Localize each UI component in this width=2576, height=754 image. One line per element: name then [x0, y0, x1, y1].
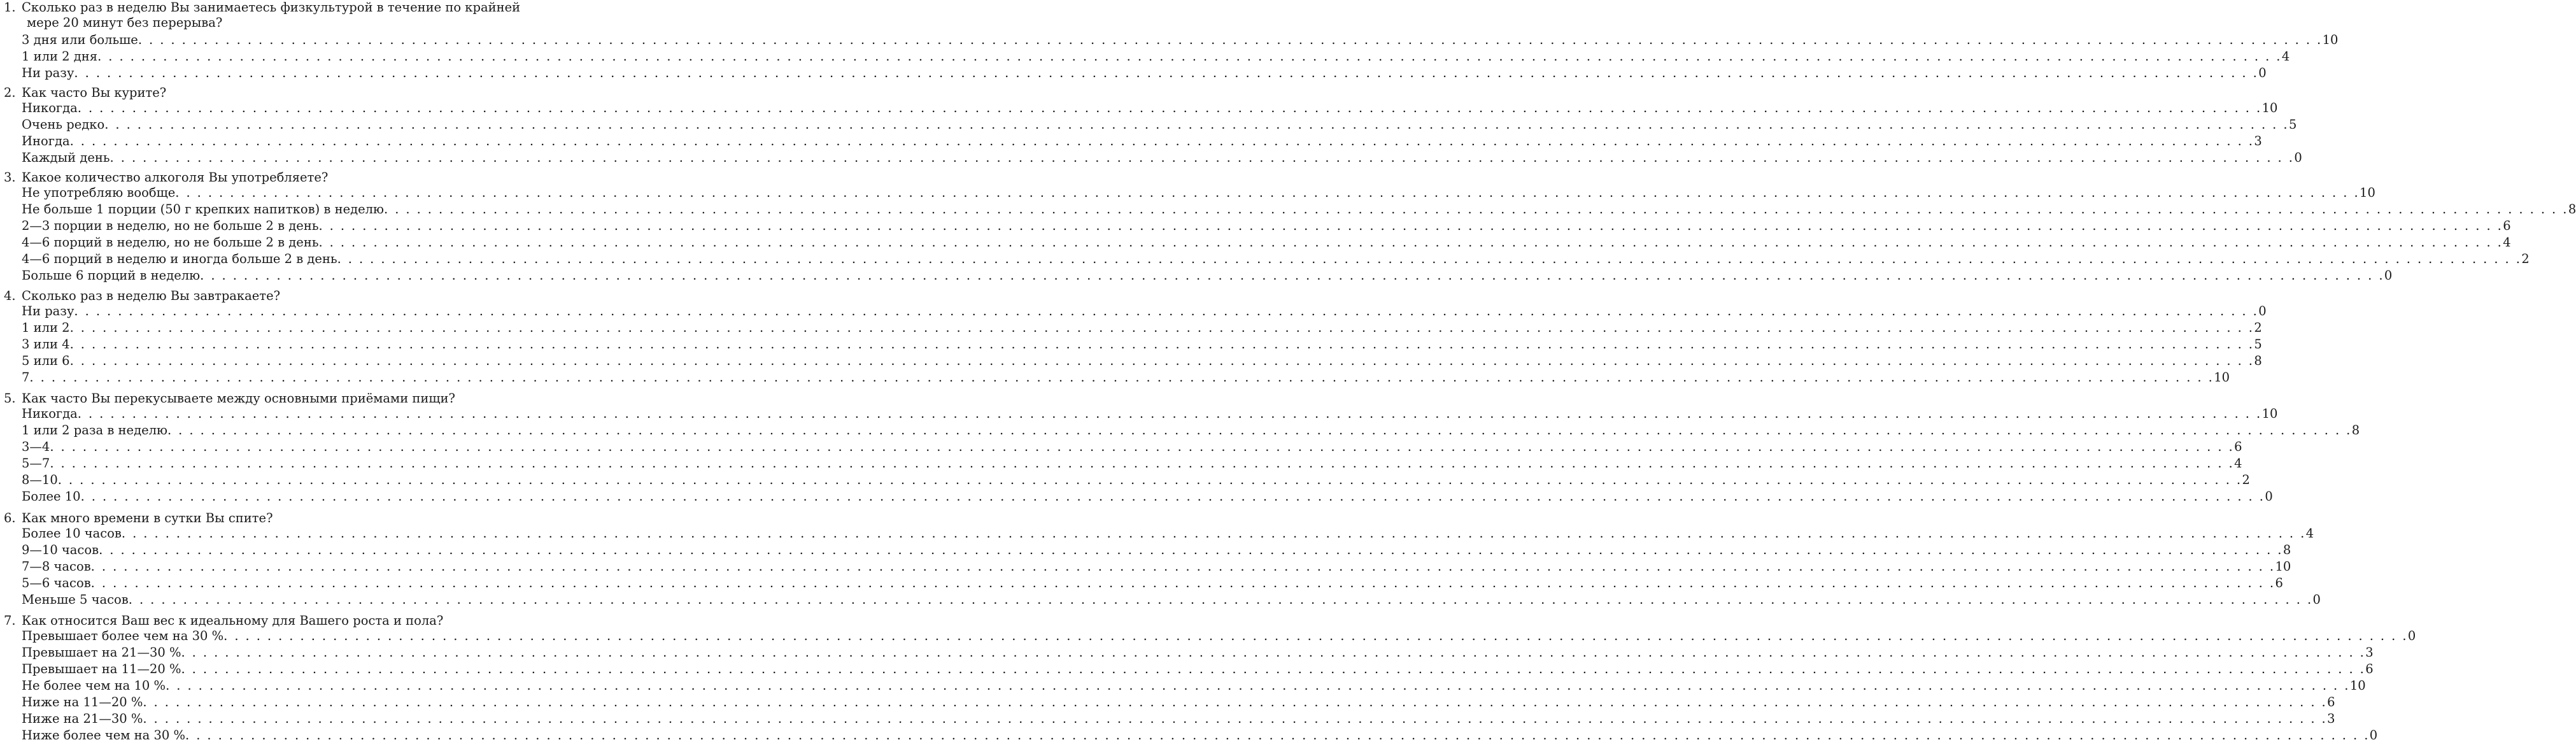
- answer-score: 6: [2234, 439, 2242, 454]
- answer-score: 4: [2281, 49, 2290, 64]
- answer-score: 6: [2365, 662, 2374, 676]
- answer-option: [22, 234, 2511, 251]
- dot-leader: . . . . . . . . . . . . . . . . . . . . . . . . . . . . . . . . . . . . . . . . . . . . . . . . . . . . . . . . . . . . . . . . . . . . . . . . . . . . . . . . . . . . . . . . . . . . . . . . . . . . . . . . . . . . . . . . . . . . . . . . . . . . . . . . . . . . . . . . . . . . . . . . . . . . . . . . . . . . . . . . . . . . . . . . . . . . . . . . . . . . . . . . . . . . . . . . . . . . . . . .: [90, 576, 2275, 590]
- dot-leader: . . . . . . . . . . . . . . . . . . . . . . . . . . . . . . . . . . . . . . . . . . . . . . . . . . . . . . . . . . . . . . . . . . . . . . . . . . . . . . . . . . . . . . . . . . . . . . . . . . . . . . . . . . . . . . . . . . . . . . . . . . . . . . . . . . . . . . . . . . . . . . . . . . . . . . . . . . . . . . . . . . . . . . . . . . . . . . . . . . . . . . . . . . . . . . . . . . . . . . . .: [337, 252, 2522, 266]
- answer-label: Никогда: [22, 406, 78, 421]
- answer-label: 5—6 часов: [22, 576, 91, 590]
- question-text: [4, 288, 280, 304]
- answer-option: [22, 525, 2314, 542]
- dot-leader: . . . . . . . . . . . . . . . . . . . . . . . . . . . . . . . . . . . . . . . . . . . . . . . . . . . . . . . . . . . . . . . . . . . . . . . . . . . . . . . . . . . . . . . . . . . . . . . . . . . . . . . . . . . . . . . . . . . . . . . . . . . . . . . . . . . . . . . . . . . . . . . . . . . . . . . . . . . . . . . . . . . . . . . . . . . . . . . . . . . . . . . . . . . . . . . . . . . . . . . .: [69, 134, 2254, 148]
- question-number: 4.: [4, 288, 16, 303]
- dot-leader: . . . . . . . . . . . . . . . . . . . . . . . . . . . . . . . . . . . . . . . . . . . . . . . . . . . . . . . . . . . . . . . . . . . . . . . . . . . . . . . . . . . . . . . . . . . . . . . . . . . . . . . . . . . . . . . . . . . . . . . . . . . . . . . . . . . . . . . . . . . . . . . . . . . . . . . . . . . . . . . . . . . . . . . . . . . . . . . . . . . . . . . . . . . . . . . . . . . . . . . .: [77, 101, 2262, 115]
- answer-score: 10: [2322, 32, 2339, 47]
- answer-label: 9—10 часов: [22, 543, 99, 557]
- answer-label: 2—3 порции в неделю, но не больше 2 в день: [22, 218, 319, 233]
- answer-option: [22, 575, 2283, 592]
- answer-score: 4: [2503, 235, 2511, 250]
- answer-score: 8: [2568, 202, 2576, 217]
- answer-score: 6: [2275, 576, 2283, 590]
- question-text: [4, 85, 166, 101]
- answer-option: [22, 201, 2576, 218]
- question-number: 7.: [4, 613, 16, 628]
- question-number: 1.: [4, 0, 16, 15]
- answer-option: [22, 303, 2267, 320]
- question-text: [4, 391, 455, 406]
- answer-option: [22, 100, 2278, 117]
- answer-label: Ни разу: [22, 66, 74, 80]
- question-text: [4, 511, 273, 526]
- answer-label: Более 10 часов: [22, 526, 122, 541]
- answer-option: [22, 542, 2291, 558]
- answer-score: 8: [2254, 353, 2262, 368]
- answer-score: 8: [2282, 543, 2291, 557]
- dot-leader: . . . . . . . . . . . . . . . . . . . . . . . . . . . . . . . . . . . . . . . . . . . . . . . . . . . . . . . . . . . . . . . . . . . . . . . . . . . . . . . . . . . . . . . . . . . . . . . . . . . . . . . . . . . . . . . . . . . . . . . . . . . . . . . . . . . . . . . . . . . . . . . . . . . . . . . . . . . . . . . . . . . . . . . . . . . . . . . . . . . . . . . . . . . . . . . . . . . . . . . .: [50, 456, 2235, 471]
- answer-score: 6: [2503, 218, 2511, 233]
- answer-score: 2: [2521, 252, 2530, 266]
- answer-label: 1 или 2: [22, 320, 70, 335]
- answer-score: 2: [2242, 473, 2250, 487]
- answer-score: 3: [2327, 711, 2335, 726]
- dot-leader: . . . . . . . . . . . . . . . . . . . . . . . . . . . . . . . . . . . . . . . . . . . . . . . . . . . . . . . . . . . . . . . . . . . . . . . . . . . . . . . . . . . . . . . . . . . . . . . . . . . . . . . . . . . . . . . . . . . . . . . . . . . . . . . . . . . . . . . . . . . . . . . . . . . . . . . . . . . . . . . . . . . . . . . . . . . . . . . . . . . . . . . . . . . . . . . . . . . . . . . .: [69, 353, 2254, 368]
- dot-leader: . . . . . . . . . . . . . . . . . . . . . . . . . . . . . . . . . . . . . . . . . . . . . . . . . . . . . . . . . . . . . . . . . . . . . . . . . . . . . . . . . . . . . . . . . . . . . . . . . . . . . . . . . . . . . . . . . . . . . . . . . . . . . . . . . . . . . . . . . . . . . . . . . . . . . . . . . . . . . . . . . . . . . . . . . . . . . . . . . . . . . . . . . . . . . . . . . . . . . . . .: [97, 49, 2282, 64]
- answer-score: 4: [2305, 526, 2314, 541]
- answer-score: 4: [2234, 456, 2242, 471]
- answer-score: 0: [2294, 150, 2302, 165]
- answer-score: 0: [2258, 304, 2267, 318]
- dot-leader: . . . . . . . . . . . . . . . . . . . . . . . . . . . . . . . . . . . . . . . . . . . . . . . . . . . . . . . . . . . . . . . . . . . . . . . . . . . . . . . . . . . . . . . . . . . . . . . . . . . . . . . . . . . . . . . . . . . . . . . . . . . . . . . . . . . . . . . . . . . . . . . . . . . . . . . . . . . . . . . . . . . . . . . . . . . . . . . . . . . . . . . . . . . . . . . . . . . . . . . .: [318, 235, 2503, 250]
- dot-leader: . . . . . . . . . . . . . . . . . . . . . . . . . . . . . . . . . . . . . . . . . . . . . . . . . . . . . . . . . . . . . . . . . . . . . . . . . . . . . . . . . . . . . . . . . . . . . . . . . . . . . . . . . . . . . . . . . . . . . . . . . . . . . . . . . . . . . . . . . . . . . . . . . . . . . . . . . . . . . . . . . . . . . . . . . . . . . . . . . . . . . . . . . . . . . . . . . . . . . . . .: [384, 202, 2568, 217]
- answer-option: [22, 133, 2262, 150]
- dot-leader: . . . . . . . . . . . . . . . . . . . . . . . . . . . . . . . . . . . . . . . . . . . . . . . . . . . . . . . . . . . . . . . . . . . . . . . . . . . . . . . . . . . . . . . . . . . . . . . . . . . . . . . . . . . . . . . . . . . . . . . . . . . . . . . . . . . . . . . . . . . . . . . . . . . . . . . . . . . . . . . . . . . . . . . . . . . . . . . . . . . . . . . . . . . . . . . . . . . . . . . .: [181, 645, 2366, 660]
- answer-label: 5—7: [22, 456, 50, 471]
- answer-option: [22, 558, 2291, 575]
- dot-leader: . . . . . . . . . . . . . . . . . . . . . . . . . . . . . . . . . . . . . . . . . . . . . . . . . . . . . . . . . . . . . . . . . . . . . . . . . . . . . . . . . . . . . . . . . . . . . . . . . . . . . . . . . . . . . . . . . . . . . . . . . . . . . . . . . . . . . . . . . . . . . . . . . . . . . . . . . . . . . . . . . . . . . . . . . . . . . . . . . . . . . . . . . . . . . . . . . . . . . . . .: [200, 268, 2384, 283]
- answer-option: [22, 694, 2335, 711]
- question-text-continuation: мере 20 минут без перерыва?: [27, 15, 223, 30]
- answer-label: 3 или 4: [22, 337, 70, 352]
- dot-leader: . . . . . . . . . . . . . . . . . . . . . . . . . . . . . . . . . . . . . . . . . . . . . . . . . . . . . . . . . . . . . . . . . . . . . . . . . . . . . . . . . . . . . . . . . . . . . . . . . . . . . . . . . . . . . . . . . . . . . . . . . . . . . . . . . . . . . . . . . . . . . . . . . . . . . . . . . . . . . . . . . . . . . . . . . . . . . . . . . . . . . . . . . . . . . . . . . . . . . . . .: [121, 526, 2306, 541]
- answer-score: 10: [2275, 559, 2291, 574]
- answer-score: 10: [2261, 406, 2278, 421]
- answer-label: Иногда: [22, 134, 70, 148]
- dot-leader: . . . . . . . . . . . . . . . . . . . . . . . . . . . . . . . . . . . . . . . . . . . . . . . . . . . . . . . . . . . . . . . . . . . . . . . . . . . . . . . . . . . . . . . . . . . . . . . . . . . . . . . . . . . . . . . . . . . . . . . . . . . . . . . . . . . . . . . . . . . . . . . . . . . . . . . . . . . . . . . . . . . . . . . . . . . . . . . . . . . . . . . . . . . . . . . . . . . . . . . .: [167, 423, 2352, 437]
- answer-label: Ни разу: [22, 304, 74, 318]
- answer-option: [22, 678, 2366, 694]
- question-label: Как часто Вы курите?: [22, 85, 167, 100]
- question-label: Какое количество алкоголя Вы употребляете?: [22, 170, 329, 185]
- dot-leader: . . . . . . . . . . . . . . . . . . . . . . . . . . . . . . . . . . . . . . . . . . . . . . . . . . . . . . . . . . . . . . . . . . . . . . . . . . . . . . . . . . . . . . . . . . . . . . . . . . . . . . . . . . . . . . . . . . . . . . . . . . . . . . . . . . . . . . . . . . . . . . . . . . . . . . . . . . . . . . . . . . . . . . . . . . . . . . . . . . . . . . . . . . . . . . . . . . . . . . . .: [99, 543, 2283, 557]
- question-text: [4, 613, 443, 629]
- answer-score: 2: [2254, 320, 2262, 335]
- answer-label: Превышает на 11—20 %: [22, 662, 181, 676]
- answer-label: 1 или 2 дня: [22, 49, 98, 64]
- answer-label: 3 дня или больше: [22, 32, 138, 47]
- dot-leader: . . . . . . . . . . . . . . . . . . . . . . . . . . . . . . . . . . . . . . . . . . . . . . . . . . . . . . . . . . . . . . . . . . . . . . . . . . . . . . . . . . . . . . . . . . . . . . . . . . . . . . . . . . . . . . . . . . . . . . . . . . . . . . . . . . . . . . . . . . . . . . . . . . . . . . . . . . . . . . . . . . . . . . . . . . . . . . . . . . . . . . . . . . . . . . . . . . . . . . . .: [74, 66, 2259, 80]
- dot-leader: . . . . . . . . . . . . . . . . . . . . . . . . . . . . . . . . . . . . . . . . . . . . . . . . . . . . . . . . . . . . . . . . . . . . . . . . . . . . . . . . . . . . . . . . . . . . . . . . . . . . . . . . . . . . . . . . . . . . . . . . . . . . . . . . . . . . . . . . . . . . . . . . . . . . . . . . . . . . . . . . . . . . . . . . . . . . . . . . . . . . . . . . . . . . . . . . . . . . . . . .: [128, 592, 2313, 607]
- dot-leader: . . . . . . . . . . . . . . . . . . . . . . . . . . . . . . . . . . . . . . . . . . . . . . . . . . . . . . . . . . . . . . . . . . . . . . . . . . . . . . . . . . . . . . . . . . . . . . . . . . . . . . . . . . . . . . . . . . . . . . . . . . . . . . . . . . . . . . . . . . . . . . . . . . . . . . . . . . . . . . . . . . . . . . . . . . . . . . . . . . . . . . . . . . . . . . . . . . . . . . . .: [143, 695, 2328, 709]
- answer-label: Не употребляю вообще: [22, 185, 176, 200]
- answer-score: 10: [2360, 185, 2375, 200]
- answer-option: [22, 267, 2393, 284]
- answer-option: [22, 592, 2321, 608]
- dot-leader: . . . . . . . . . . . . . . . . . . . . . . . . . . . . . . . . . . . . . . . . . . . . . . . . . . . . . . . . . . . . . . . . . . . . . . . . . . . . . . . . . . . . . . . . . . . . . . . . . . . . . . . . . . . . . . . . . . . . . . . . . . . . . . . . . . . . . . . . . . . . . . . . . . . . . . . . . . . . . . . . . . . . . . . . . . . . . . . . . . . . . . . . . . . . . . . . . . . . . . . .: [77, 406, 2262, 421]
- answer-label: 7: [22, 370, 30, 385]
- answer-option: [22, 406, 2278, 422]
- question-label: Сколько раз в неделю Вы занимаетесь физкультурой в течение по крайней: [22, 0, 521, 15]
- dot-leader: . . . . . . . . . . . . . . . . . . . . . . . . . . . . . . . . . . . . . . . . . . . . . . . . . . . . . . . . . . . . . . . . . . . . . . . . . . . . . . . . . . . . . . . . . . . . . . . . . . . . . . . . . . . . . . . . . . . . . . . . . . . . . . . . . . . . . . . . . . . . . . . . . . . . . . . . . . . . . . . . . . . . . . . . . . . . . . . . . . . . . . . . . . . . . . . . . . . . . . . .: [138, 32, 2323, 47]
- answer-label: Каждый день: [22, 150, 110, 165]
- answer-label: Не больше 1 порции (50 г крепких напитков) в неделю: [22, 202, 385, 217]
- answer-label: 1 или 2 раза в неделю: [22, 423, 167, 437]
- answer-label: Превышает более чем на 30 %: [22, 629, 224, 643]
- answer-option: [22, 628, 2416, 644]
- answer-option: [22, 32, 2339, 48]
- question-label: Как часто Вы перекусываете между основными приёмами пищи?: [22, 391, 455, 406]
- question-number: 3.: [4, 170, 16, 185]
- answer-label: Никогда: [22, 101, 78, 115]
- answer-score: 3: [2254, 134, 2262, 148]
- dot-leader: . . . . . . . . . . . . . . . . . . . . . . . . . . . . . . . . . . . . . . . . . . . . . . . . . . . . . . . . . . . . . . . . . . . . . . . . . . . . . . . . . . . . . . . . . . . . . . . . . . . . . . . . . . . . . . . . . . . . . . . . . . . . . . . . . . . . . . . . . . . . . . . . . . . . . . . . . . . . . . . . . . . . . . . . . . . . . . . . . . . . . . . . . . . . . . . . . . . . . . . .: [318, 218, 2503, 233]
- answer-label: 3—4: [22, 439, 50, 454]
- dot-leader: . . . . . . . . . . . . . . . . . . . . . . . . . . . . . . . . . . . . . . . . . . . . . . . . . . . . . . . . . . . . . . . . . . . . . . . . . . . . . . . . . . . . . . . . . . . . . . . . . . . . . . . . . . . . . . . . . . . . . . . . . . . . . . . . . . . . . . . . . . . . . . . . . . . . . . . . . . . . . . . . . . . . . . . . . . . . . . . . . . . . . . . . . . . . . . . . . . . . . . . .: [80, 489, 2265, 504]
- dot-leader: . . . . . . . . . . . . . . . . . . . . . . . . . . . . . . . . . . . . . . . . . . . . . . . . . . . . . . . . . . . . . . . . . . . . . . . . . . . . . . . . . . . . . . . . . . . . . . . . . . . . . . . . . . . . . . . . . . . . . . . . . . . . . . . . . . . . . . . . . . . . . . . . . . . . . . . . . . . . . . . . . . . . . . . . . . . . . . . . . . . . . . . . . . . . . . . . . . . . . . . .: [185, 728, 2370, 743]
- dot-leader: . . . . . . . . . . . . . . . . . . . . . . . . . . . . . . . . . . . . . . . . . . . . . . . . . . . . . . . . . . . . . . . . . . . . . . . . . . . . . . . . . . . . . . . . . . . . . . . . . . . . . . . . . . . . . . . . . . . . . . . . . . . . . . . . . . . . . . . . . . . . . . . . . . . . . . . . . . . . . . . . . . . . . . . . . . . . . . . . . . . . . . . . . . . . . . . . . . . . . . . .: [110, 150, 2295, 165]
- answer-label: Не более чем на 10 %: [22, 678, 166, 693]
- question-text: [4, 0, 520, 15]
- answer-score: 0: [2265, 489, 2273, 504]
- answer-score: 0: [2407, 629, 2416, 643]
- answer-score: 0: [2384, 268, 2393, 283]
- question-number: 5.: [4, 391, 16, 406]
- dot-leader: . . . . . . . . . . . . . . . . . . . . . . . . . . . . . . . . . . . . . . . . . . . . . . . . . . . . . . . . . . . . . . . . . . . . . . . . . . . . . . . . . . . . . . . . . . . . . . . . . . . . . . . . . . . . . . . . . . . . . . . . . . . . . . . . . . . . . . . . . . . . . . . . . . . . . . . . . . . . . . . . . . . . . . . . . . . . . . . . . . . . . . . . . . . . . . . . . . . . . . . .: [181, 662, 2366, 676]
- answer-score: 3: [2365, 645, 2374, 660]
- answer-option: [22, 185, 2375, 201]
- dot-leader: . . . . . . . . . . . . . . . . . . . . . . . . . . . . . . . . . . . . . . . . . . . . . . . . . . . . . . . . . . . . . . . . . . . . . . . . . . . . . . . . . . . . . . . . . . . . . . . . . . . . . . . . . . . . . . . . . . . . . . . . . . . . . . . . . . . . . . . . . . . . . . . . . . . . . . . . . . . . . . . . . . . . . . . . . . . . . . . . . . . . . . . . . . . . . . . . . . . . . . . .: [69, 337, 2254, 352]
- answer-option: [22, 117, 2297, 133]
- answer-label: Меньше 5 часов: [22, 592, 129, 607]
- answer-score: 5: [2288, 117, 2297, 132]
- question-number: 6.: [4, 511, 16, 525]
- answer-label: 4—6 порций в неделю и иногда больше 2 в день: [22, 252, 337, 266]
- dot-leader: . . . . . . . . . . . . . . . . . . . . . . . . . . . . . . . . . . . . . . . . . . . . . . . . . . . . . . . . . . . . . . . . . . . . . . . . . . . . . . . . . . . . . . . . . . . . . . . . . . . . . . . . . . . . . . . . . . . . . . . . . . . . . . . . . . . . . . . . . . . . . . . . . . . . . . . . . . . . . . . . . . . . . . . . . . . . . . . . . . . . . . . . . . . . . . . . . . . . . . . .: [175, 185, 2360, 200]
- answer-option: [22, 369, 2230, 386]
- answer-option: [22, 711, 2335, 727]
- answer-option: [22, 48, 2290, 65]
- answer-score: 6: [2327, 695, 2335, 709]
- dot-leader: . . . . . . . . . . . . . . . . . . . . . . . . . . . . . . . . . . . . . . . . . . . . . . . . . . . . . . . . . . . . . . . . . . . . . . . . . . . . . . . . . . . . . . . . . . . . . . . . . . . . . . . . . . . . . . . . . . . . . . . . . . . . . . . . . . . . . . . . . . . . . . . . . . . . . . . . . . . . . . . . . . . . . . . . . . . . . . . . . . . . . . . . . . . . . . . . . . . . . . . .: [104, 117, 2289, 132]
- answer-label: Больше 6 порций в неделю: [22, 268, 201, 283]
- dot-leader: . . . . . . . . . . . . . . . . . . . . . . . . . . . . . . . . . . . . . . . . . . . . . . . . . . . . . . . . . . . . . . . . . . . . . . . . . . . . . . . . . . . . . . . . . . . . . . . . . . . . . . . . . . . . . . . . . . . . . . . . . . . . . . . . . . . . . . . . . . . . . . . . . . . . . . . . . . . . . . . . . . . . . . . . . . . . . . . . . . . . . . . . . . . . . . . . . . . . . . . .: [50, 439, 2235, 454]
- answer-option: [22, 65, 2267, 82]
- answer-score: 10: [2349, 678, 2366, 693]
- answer-score: 0: [2258, 66, 2267, 80]
- answer-option: [22, 727, 2378, 744]
- answer-label: Очень редко: [22, 117, 105, 132]
- answer-score: 10: [2214, 370, 2230, 385]
- answer-option: [22, 422, 2360, 439]
- answer-option: [22, 320, 2262, 336]
- answer-option: [22, 472, 2250, 488]
- dot-leader: . . . . . . . . . . . . . . . . . . . . . . . . . . . . . . . . . . . . . . . . . . . . . . . . . . . . . . . . . . . . . . . . . . . . . . . . . . . . . . . . . . . . . . . . . . . . . . . . . . . . . . . . . . . . . . . . . . . . . . . . . . . . . . . . . . . . . . . . . . . . . . . . . . . . . . . . . . . . . . . . . . . . . . . . . . . . . . . . . . . . . . . . . . . . . . . . . . . . . . . .: [69, 320, 2254, 335]
- answer-label: Ниже на 11—20 %: [22, 695, 143, 709]
- answer-label: Ниже на 21—30 %: [22, 711, 143, 726]
- answer-option: [22, 353, 2262, 369]
- answer-score: 10: [2261, 101, 2278, 115]
- question-label: Как много времени в сутки Вы спите?: [22, 511, 273, 525]
- answer-label: Ниже более чем на 30 %: [22, 728, 185, 743]
- answer-option: [22, 661, 2374, 678]
- dot-leader: . . . . . . . . . . . . . . . . . . . . . . . . . . . . . . . . . . . . . . . . . . . . . . . . . . . . . . . . . . . . . . . . . . . . . . . . . . . . . . . . . . . . . . . . . . . . . . . . . . . . . . . . . . . . . . . . . . . . . . . . . . . . . . . . . . . . . . . . . . . . . . . . . . . . . . . . . . . . . . . . . . . . . . . . . . . . . . . . . . . . . . . . . . . . . . . . . . . . . . . .: [29, 370, 2214, 385]
- dot-leader: . . . . . . . . . . . . . . . . . . . . . . . . . . . . . . . . . . . . . . . . . . . . . . . . . . . . . . . . . . . . . . . . . . . . . . . . . . . . . . . . . . . . . . . . . . . . . . . . . . . . . . . . . . . . . . . . . . . . . . . . . . . . . . . . . . . . . . . . . . . . . . . . . . . . . . . . . . . . . . . . . . . . . . . . . . . . . . . . . . . . . . . . . . . . . . . . . . . . . . . .: [143, 711, 2328, 726]
- question-label: Как относится Ваш вес к идеальному для Вашего роста и пола?: [22, 613, 444, 628]
- answer-option: [22, 439, 2242, 455]
- dot-leader: . . . . . . . . . . . . . . . . . . . . . . . . . . . . . . . . . . . . . . . . . . . . . . . . . . . . . . . . . . . . . . . . . . . . . . . . . . . . . . . . . . . . . . . . . . . . . . . . . . . . . . . . . . . . . . . . . . . . . . . . . . . . . . . . . . . . . . . . . . . . . . . . . . . . . . . . . . . . . . . . . . . . . . . . . . . . . . . . . . . . . . . . . . . . . . . . . . . . . . . .: [166, 678, 2350, 693]
- dot-leader: . . . . . . . . . . . . . . . . . . . . . . . . . . . . . . . . . . . . . . . . . . . . . . . . . . . . . . . . . . . . . . . . . . . . . . . . . . . . . . . . . . . . . . . . . . . . . . . . . . . . . . . . . . . . . . . . . . . . . . . . . . . . . . . . . . . . . . . . . . . . . . . . . . . . . . . . . . . . . . . . . . . . . . . . . . . . . . . . . . . . . . . . . . . . . . . . . . . . . . . .: [90, 559, 2275, 574]
- dot-leader: . . . . . . . . . . . . . . . . . . . . . . . . . . . . . . . . . . . . . . . . . . . . . . . . . . . . . . . . . . . . . . . . . . . . . . . . . . . . . . . . . . . . . . . . . . . . . . . . . . . . . . . . . . . . . . . . . . . . . . . . . . . . . . . . . . . . . . . . . . . . . . . . . . . . . . . . . . . . . . . . . . . . . . . . . . . . . . . . . . . . . . . . . . . . . . . . . . . . . . . .: [223, 629, 2408, 643]
- dot-leader: . . . . . . . . . . . . . . . . . . . . . . . . . . . . . . . . . . . . . . . . . . . . . . . . . . . . . . . . . . . . . . . . . . . . . . . . . . . . . . . . . . . . . . . . . . . . . . . . . . . . . . . . . . . . . . . . . . . . . . . . . . . . . . . . . . . . . . . . . . . . . . . . . . . . . . . . . . . . . . . . . . . . . . . . . . . . . . . . . . . . . . . . . . . . . . . . . . . . . . . .: [57, 473, 2242, 487]
- dot-leader: . . . . . . . . . . . . . . . . . . . . . . . . . . . . . . . . . . . . . . . . . . . . . . . . . . . . . . . . . . . . . . . . . . . . . . . . . . . . . . . . . . . . . . . . . . . . . . . . . . . . . . . . . . . . . . . . . . . . . . . . . . . . . . . . . . . . . . . . . . . . . . . . . . . . . . . . . . . . . . . . . . . . . . . . . . . . . . . . . . . . . . . . . . . . . . . . . . . . . . . .: [74, 304, 2259, 318]
- answer-option: [22, 336, 2262, 353]
- answer-score: 0: [2369, 728, 2378, 743]
- answer-score: 0: [2312, 592, 2321, 607]
- answer-label: 5 или 6: [22, 353, 70, 368]
- answer-score: 5: [2254, 337, 2262, 352]
- answer-label: Более 10: [22, 489, 81, 504]
- answer-option: [22, 150, 2302, 166]
- answer-label: 4—6 порций в неделю, но не больше 2 в день: [22, 235, 319, 250]
- answer-score: 8: [2351, 423, 2360, 437]
- answer-label: 7—8 часов: [22, 559, 91, 574]
- answer-option: [22, 644, 2374, 661]
- answer-label: 8—10: [22, 473, 58, 487]
- answer-option: [22, 488, 2273, 505]
- answer-option: [22, 218, 2511, 234]
- question-text: [4, 170, 328, 185]
- answer-label: Превышает на 21—30 %: [22, 645, 181, 660]
- question-number: 2.: [4, 85, 16, 100]
- answer-option: [22, 251, 2530, 267]
- question-label: Сколько раз в неделю Вы завтракаете?: [22, 288, 281, 303]
- answer-option: [22, 455, 2242, 472]
